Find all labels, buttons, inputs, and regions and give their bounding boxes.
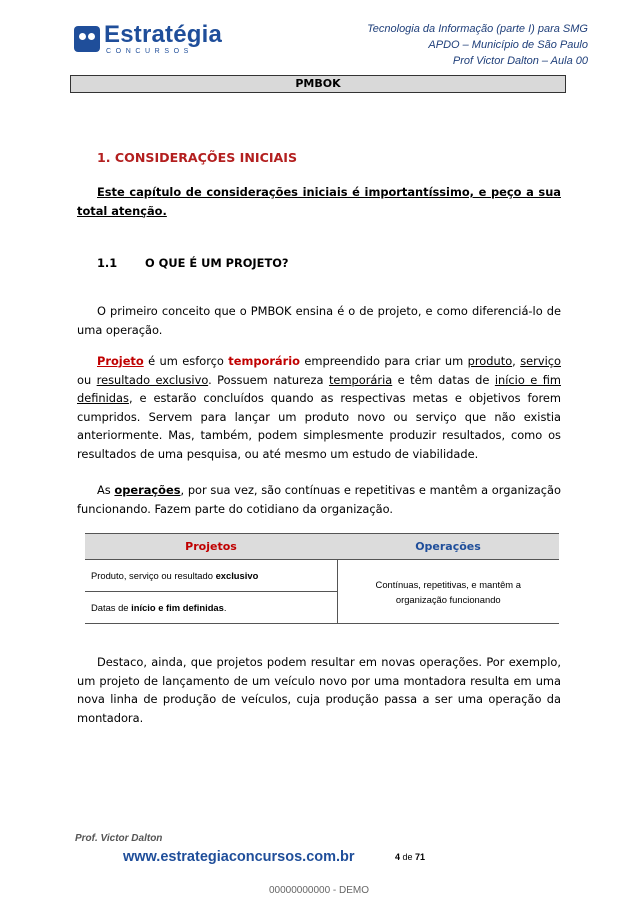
- section-heading: [97, 256, 289, 270]
- section-number: 1.1: [97, 256, 118, 270]
- logo-sub-text: CONCURSOS: [106, 48, 193, 55]
- footer-website-link[interactable]: www.estrategiaconcursos.com.br: [123, 849, 355, 865]
- paragraph-1: O primeiro conceito que o PMBOK ensina é o de projeto, e como diferenciá-lo de uma operação.: [77, 304, 561, 337]
- term-temporario: temporário: [228, 354, 300, 368]
- section-title: O QUE É UM PROJETO?: [145, 256, 289, 270]
- paragraph-2: Projeto é um esforço temporário empreendido para criar um produto, serviço ou resultado exclusivo. Possuem natureza temporária e têm datas de início e fim definidas, e estarão concluídos quando as respectivas metas e objetivos forem cumpridos. Servem para lançar um produto novo ou serviço que não existia anteriormente. Mas, também, podem simplesmente produzir resultados, como os resultados de uma pesquisa, ou até mesmo um estudo de viabilidade.: [77, 354, 561, 461]
- cell-projeto-exclusivo: Produto, serviço ou resultado exclusivo: [85, 560, 337, 592]
- page-number: 4 de 71: [395, 852, 426, 862]
- term-operacoes: operações: [114, 483, 181, 497]
- paragraph-3: As operações, por sua vez, são contínuas e repetitivas e mantêm a organização funcionando. Fazem parte do cotidiano da organização.: [77, 483, 561, 516]
- header-info: [367, 21, 588, 69]
- footer-author: Prof. Victor Dalton: [75, 833, 163, 844]
- comparison-table: [85, 533, 559, 624]
- chapter-heading: 1. CONSIDERAÇÕES INICIAIS: [97, 150, 298, 165]
- intro-paragraph: Este capítulo de considerações iniciais é importantíssimo, e peço a sua total atenção.: [77, 185, 561, 218]
- header-operacoes: Operações: [337, 534, 559, 560]
- header-line-1: Tecnologia da Informação (parte I) para SMG: [367, 23, 588, 35]
- logo-main-text: Estratégia: [104, 21, 223, 48]
- owl-logo-icon: [74, 26, 100, 52]
- logo: [74, 21, 223, 55]
- paragraph-4: Destaco, ainda, que projetos podem resultar em novas operações. Por exemplo, um projeto de lançamento de um veículo novo por uma montadora resulta em uma nova linha de produção de veículos, cuja produção passa a ser uma operação da montadora.: [77, 655, 561, 725]
- demo-watermark: 00000000000 - DEMO: [268, 885, 370, 896]
- cell-operacoes: Contínuas, repetitivas, e mantêm a organização funcionando: [337, 560, 559, 624]
- header-line-3: Prof Victor Dalton – Aula 00: [452, 55, 588, 67]
- header-line-2: APDO – Município de São Paulo: [428, 39, 588, 51]
- cell-projeto-datas: Datas de início e fim definidas.: [85, 592, 337, 624]
- term-projeto: Projeto: [97, 354, 144, 368]
- section-bar: PMBOK: [70, 75, 566, 93]
- header-projetos: Projetos: [85, 534, 337, 560]
